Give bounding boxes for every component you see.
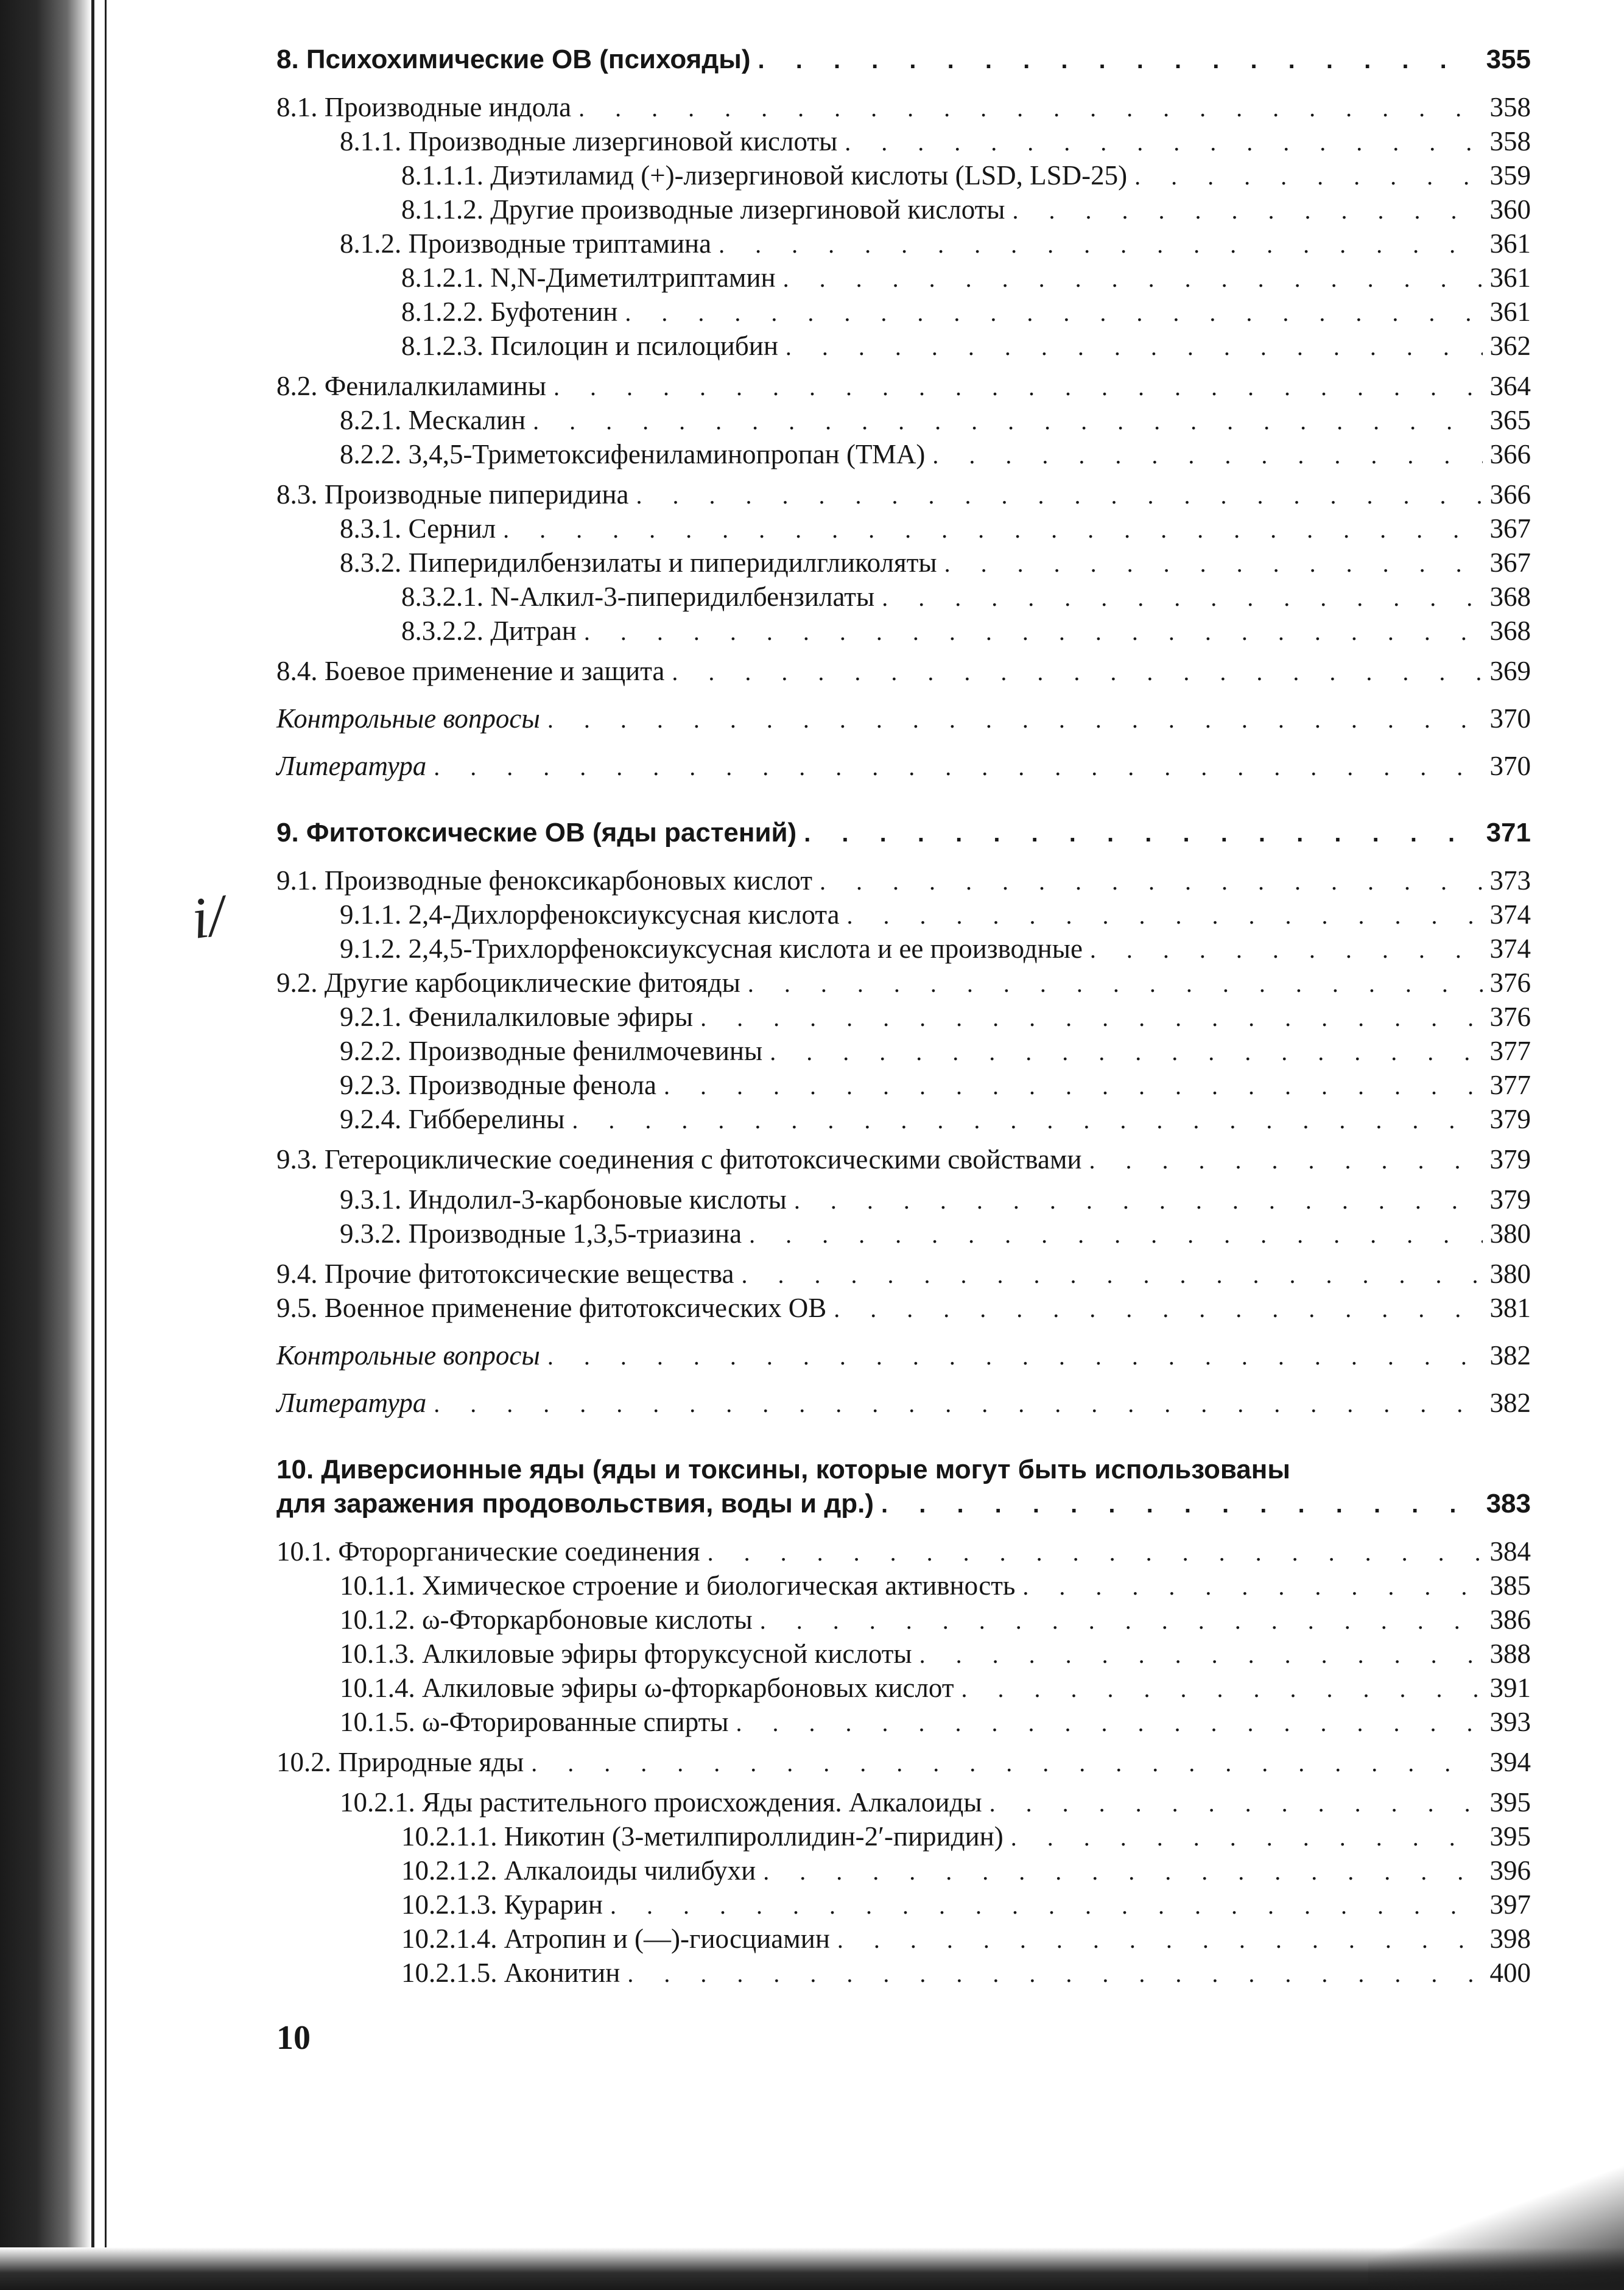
toc-page-ref: 362 — [1489, 331, 1531, 361]
toc-entry-title: 8.1.2.3. Псилоцин и псилоцибин — [401, 331, 778, 361]
toc-entry — [276, 403, 1531, 437]
dot-leader — [584, 615, 1483, 649]
dot-leader — [434, 1387, 1482, 1421]
toc-entry — [276, 1705, 1531, 1739]
toc-page-ref: 377 — [1489, 1070, 1531, 1100]
toc-page-ref: 391 — [1489, 1673, 1531, 1703]
toc-page-ref: 381 — [1489, 1293, 1531, 1323]
toc-page-ref: 398 — [1489, 1923, 1531, 1954]
toc-entry-title: 10. Диверсионные яды (яды и токсины, которые могут быть использованы — [276, 1455, 1290, 1484]
dot-leader — [547, 703, 1483, 737]
toc-entry — [276, 1068, 1531, 1102]
dot-leader — [708, 1536, 1483, 1570]
dot-leader — [741, 1258, 1482, 1292]
dot-leader — [847, 899, 1483, 933]
toc-entry-title: 8.2. Фенилалкиламины — [276, 371, 546, 401]
toc-entry — [276, 1182, 1531, 1217]
toc-entry — [276, 1000, 1531, 1034]
toc-chapter-heading — [276, 816, 1531, 850]
toc-entry — [276, 158, 1531, 192]
toc-page-ref: 371 — [1486, 818, 1531, 848]
page-corner-shadow — [1368, 2156, 1624, 2290]
toc-page-ref: 377 — [1489, 1036, 1531, 1066]
toc-entry — [276, 192, 1531, 227]
toc-entry-title: 9.4. Прочие фитотоксические вещества — [276, 1259, 734, 1289]
toc-entry-title: 9.1. Производные феноксикарбоновых кислот — [276, 865, 813, 896]
toc-page-ref: 382 — [1489, 1388, 1531, 1418]
toc-entry — [276, 1888, 1531, 1922]
toc-entry-title: 9.2. Другие карбоциклические фитояды — [276, 968, 740, 998]
toc-entry — [276, 614, 1531, 648]
toc-entry — [276, 1338, 1531, 1372]
toc-page-ref: 386 — [1489, 1604, 1531, 1635]
toc-entry-title: 8. Психохимические ОВ (психояды) — [276, 44, 751, 74]
toc-entry — [276, 1819, 1531, 1853]
dot-leader — [837, 1923, 1483, 1957]
dot-leader — [572, 1103, 1482, 1137]
toc-page-ref: 379 — [1489, 1184, 1531, 1215]
toc-page-ref: 355 — [1486, 44, 1531, 74]
toc-entry — [276, 1637, 1531, 1671]
toc-entry-title: 8.2.1. Мескалин — [340, 405, 526, 435]
dot-leader — [758, 43, 1479, 77]
toc-entry-title: Контрольные вопросы — [276, 703, 540, 734]
toc-page-ref: 393 — [1489, 1707, 1531, 1737]
toc-entry — [276, 1568, 1531, 1603]
dot-leader — [554, 370, 1483, 404]
toc-entry — [276, 897, 1531, 932]
toc-page-ref: 385 — [1489, 1570, 1531, 1601]
dot-leader — [547, 1340, 1483, 1374]
dot-leader — [748, 967, 1483, 1001]
dot-leader — [770, 1035, 1482, 1069]
toc-entry — [276, 295, 1531, 329]
toc-entry — [276, 1034, 1531, 1068]
toc-entry — [276, 1671, 1531, 1705]
toc-page-ref: 367 — [1489, 547, 1531, 578]
toc-page-ref: 370 — [1489, 703, 1531, 734]
dot-leader — [719, 228, 1482, 262]
toc-page-ref: 368 — [1489, 616, 1531, 646]
toc-entry-title: 8.3.1. Сернил — [340, 513, 496, 544]
toc-entry — [276, 1142, 1531, 1176]
toc-entry — [276, 511, 1531, 546]
toc-page-ref: 382 — [1489, 1340, 1531, 1371]
toc-chapter-heading — [276, 1453, 1531, 1487]
dot-leader — [820, 865, 1482, 899]
dot-leader — [625, 296, 1482, 330]
toc-entry — [276, 261, 1531, 295]
toc-entry-title: 10.2.1. Яды растительного происхождения. Алкалоиды — [340, 1787, 982, 1818]
toc-page-ref: 376 — [1489, 1002, 1531, 1032]
margin-handwritten-mark: i/ — [187, 882, 229, 952]
toc-entry-title: 10.1.3. Алкиловые эфиры фторуксусной кислоты — [340, 1638, 912, 1669]
dot-leader — [736, 1706, 1483, 1740]
dot-leader — [786, 330, 1483, 364]
toc-entry-title: 9.2.3. Производные фенола — [340, 1070, 656, 1100]
dot-leader — [794, 1184, 1483, 1218]
dot-leader — [932, 438, 1482, 472]
dot-leader — [610, 1889, 1482, 1923]
dot-leader — [627, 1957, 1482, 1991]
toc-page-ref: 361 — [1489, 297, 1531, 327]
dot-leader — [760, 1604, 1483, 1638]
toc-page-ref: 395 — [1489, 1821, 1531, 1852]
dot-leader — [919, 1638, 1483, 1672]
toc-entry — [276, 546, 1531, 580]
toc-page-ref: 396 — [1489, 1855, 1531, 1886]
toc-entry-title: 8.3.2.2. Дитран — [401, 616, 577, 646]
toc-entry — [276, 580, 1531, 614]
toc-entry-title: 9. Фитотоксические ОВ (яды растений) — [276, 818, 797, 848]
dot-leader — [1089, 1143, 1483, 1178]
toc-entry — [276, 1922, 1531, 1956]
toc-entry — [276, 966, 1531, 1000]
toc-entry-title: 10.2.1.2. Алкалоиды чилибухи — [401, 1855, 756, 1886]
toc-entry — [276, 654, 1531, 688]
toc-entry-title: 8.4. Боевое применение и защита — [276, 656, 665, 686]
dot-leader — [672, 655, 1482, 689]
toc-entry-title: 8.1.1.2. Другие производные лизергиновой кислоты — [401, 194, 1005, 225]
dot-leader — [533, 404, 1482, 438]
toc-entry-title: 10.2.1.5. Аконитин — [401, 1958, 620, 1988]
dot-leader — [531, 1746, 1482, 1780]
toc-page-ref: 374 — [1489, 899, 1531, 930]
spine-line — [105, 0, 107, 2290]
toc-entry-title: 10.1.5. ω-Фторированные спирты — [340, 1707, 729, 1737]
dot-leader — [1134, 160, 1482, 194]
dot-leader — [749, 1218, 1482, 1252]
toc-entry-title: 8.2.2. 3,4,5-Триметоксифениламинопропан (ТМА) — [340, 439, 926, 469]
dot-leader — [961, 1672, 1482, 1706]
toc-entry-title: 10.1.2. ω-Фторкарбоновые кислоты — [340, 1604, 753, 1635]
toc-page-ref: 369 — [1489, 656, 1531, 686]
toc-entry — [276, 1785, 1531, 1819]
dot-leader — [1013, 194, 1483, 228]
toc-entry — [276, 932, 1531, 966]
toc-entry — [276, 369, 1531, 403]
toc-entry — [276, 749, 1531, 783]
toc-page-ref: 366 — [1489, 439, 1531, 469]
toc-entry-title: 8.1.1. Производные лизергиновой кислоты — [340, 126, 838, 156]
book-spine-shadow — [0, 0, 91, 2290]
toc-page-ref: 361 — [1489, 228, 1531, 259]
toc-entry — [276, 863, 1531, 897]
toc-entry — [276, 1603, 1531, 1637]
toc-entry-title: 10.1.4. Алкиловые эфиры ω-фторкарбоновых кислот — [340, 1673, 954, 1703]
dot-leader — [783, 262, 1483, 296]
dot-leader — [636, 479, 1483, 513]
toc-entry-title: 8.1.2. Производные триптамина — [340, 228, 712, 259]
toc-page-ref: 388 — [1489, 1638, 1531, 1669]
toc-page-ref: 365 — [1489, 405, 1531, 435]
toc-entry — [276, 1745, 1531, 1779]
toc-entry-title: 10.2.1.4. Атропин и (—)-гиосциамин — [401, 1923, 830, 1954]
dot-leader — [990, 1786, 1483, 1821]
toc-page-ref: 379 — [1489, 1104, 1531, 1134]
toc-page-ref: 367 — [1489, 513, 1531, 544]
toc-page-ref: 366 — [1489, 479, 1531, 510]
dot-leader — [1090, 933, 1483, 967]
toc-page-ref: 397 — [1489, 1889, 1531, 1920]
toc-entry-title: 9.1.1. 2,4-Дихлорфеноксиуксусная кислота — [340, 899, 840, 930]
dot-leader — [881, 1487, 1479, 1522]
toc-entry-title: 9.2.1. Фенилалкиловые эфиры — [340, 1002, 694, 1032]
toc-entry-title: 9.3.2. Производные 1,3,5-триазина — [340, 1218, 742, 1249]
toc-page-ref: 376 — [1489, 968, 1531, 998]
table-of-contents — [276, 43, 1531, 1990]
toc-entry-title: Литература — [276, 751, 427, 781]
toc-entry-title: 9.3. Гетероциклические соединения с фитотоксическими свойствами — [276, 1144, 1082, 1175]
toc-page-ref: 370 — [1489, 751, 1531, 781]
toc-entry-title: 8.1.1.1. Диэтиламид (+)-лизергиновой кислоты (LSD, LSD-25) — [401, 160, 1128, 191]
toc-page-ref: 368 — [1489, 581, 1531, 612]
toc-page-ref: 383 — [1486, 1489, 1531, 1519]
page-number: 10 — [276, 2019, 311, 2057]
toc-entry — [276, 329, 1531, 363]
toc-page-ref: 379 — [1489, 1144, 1531, 1175]
toc-entry-title-continued: для заражения продовольствия, воды и др.) — [276, 1489, 874, 1519]
toc-entry-title: 8.1.2.2. Буфотенин — [401, 297, 618, 327]
toc-entry-title: 10.1. Фторорганические соединения — [276, 1536, 700, 1567]
toc-entry — [276, 1386, 1531, 1420]
toc-page-ref: 361 — [1489, 262, 1531, 293]
toc-page-ref: 374 — [1489, 933, 1531, 964]
toc-entry — [276, 1217, 1531, 1251]
toc-entry-title: 10.2.1.3. Курарин — [401, 1889, 603, 1920]
toc-page-ref: 358 — [1489, 92, 1531, 122]
toc-page-ref: 359 — [1489, 160, 1531, 191]
toc-entry — [276, 477, 1531, 511]
dot-leader — [882, 581, 1482, 615]
toc-entry-title: 8.3.2. Пиперидилбензилаты и пиперидилгликоляты — [340, 547, 937, 578]
toc-entry — [276, 1257, 1531, 1291]
dot-leader — [1022, 1570, 1482, 1604]
dot-leader — [664, 1069, 1483, 1103]
toc-entry — [276, 1956, 1531, 1990]
dot-leader — [700, 1001, 1482, 1035]
toc-entry-title: Контрольные вопросы — [276, 1340, 540, 1371]
toc-entry-title: 9.2.4. Гибберелины — [340, 1104, 565, 1134]
toc-page-ref: 400 — [1489, 1958, 1531, 1988]
dot-leader — [1011, 1821, 1483, 1855]
toc-entry-title: 9.1.2. 2,4,5-Трихлорфеноксиуксусная кислота и ее производные — [340, 933, 1083, 964]
toc-entry-title: 8.1. Производные индола — [276, 92, 572, 122]
toc-entry-title: 9.5. Военное применение фитотоксических ОВ — [276, 1293, 827, 1323]
toc-entry — [276, 124, 1531, 158]
toc-page-ref: 358 — [1489, 126, 1531, 156]
toc-page-ref: 364 — [1489, 371, 1531, 401]
toc-page-ref: 373 — [1489, 865, 1531, 896]
toc-entry — [276, 90, 1531, 124]
toc-entry-title: Литература — [276, 1388, 427, 1418]
toc-entry — [276, 1853, 1531, 1888]
toc-entry — [276, 1534, 1531, 1568]
toc-page-ref: 360 — [1489, 194, 1531, 225]
toc-entry — [276, 1291, 1531, 1325]
toc-page-ref: 380 — [1489, 1218, 1531, 1249]
dot-leader — [845, 125, 1482, 160]
toc-entry-title: 10.1.1. Химическое строение и биологическая активность — [340, 1570, 1016, 1601]
dot-leader — [834, 1292, 1482, 1326]
spine-line — [91, 0, 94, 2290]
dot-leader — [804, 817, 1478, 851]
dot-leader — [503, 513, 1482, 547]
toc-entry-title: 9.2.2. Производные фенилмочевины — [340, 1036, 763, 1066]
toc-entry-title: 8.3. Производные пиперидина — [276, 479, 629, 510]
toc-entry — [276, 701, 1531, 736]
toc-page-ref: 380 — [1489, 1259, 1531, 1289]
dot-leader — [944, 547, 1483, 581]
toc-chapter-heading — [276, 43, 1531, 77]
toc-entry-title: 10.2.1.1. Никотин (3-метилпироллидин-2′-пиридин) — [401, 1821, 1004, 1852]
toc-page-ref: 384 — [1489, 1536, 1531, 1567]
toc-entry-title: 8.3.2.1. N-Алкил-3-пиперидилбензилаты — [401, 581, 875, 612]
dot-leader — [434, 750, 1482, 784]
toc-page-ref: 394 — [1489, 1747, 1531, 1777]
toc-entry-title: 8.1.2.1. N,N-Диметилтриптамин — [401, 262, 776, 293]
toc-entry-title: 10.2. Природные яды — [276, 1747, 524, 1777]
toc-entry — [276, 227, 1531, 261]
toc-entry — [276, 1102, 1531, 1136]
dot-leader — [578, 91, 1482, 125]
dot-leader — [763, 1855, 1482, 1889]
toc-entry — [276, 1487, 1531, 1521]
toc-entry — [276, 437, 1531, 471]
toc-entry-title: 9.3.1. Индолил-3-карбоновые кислоты — [340, 1184, 787, 1215]
toc-page-ref: 395 — [1489, 1787, 1531, 1818]
